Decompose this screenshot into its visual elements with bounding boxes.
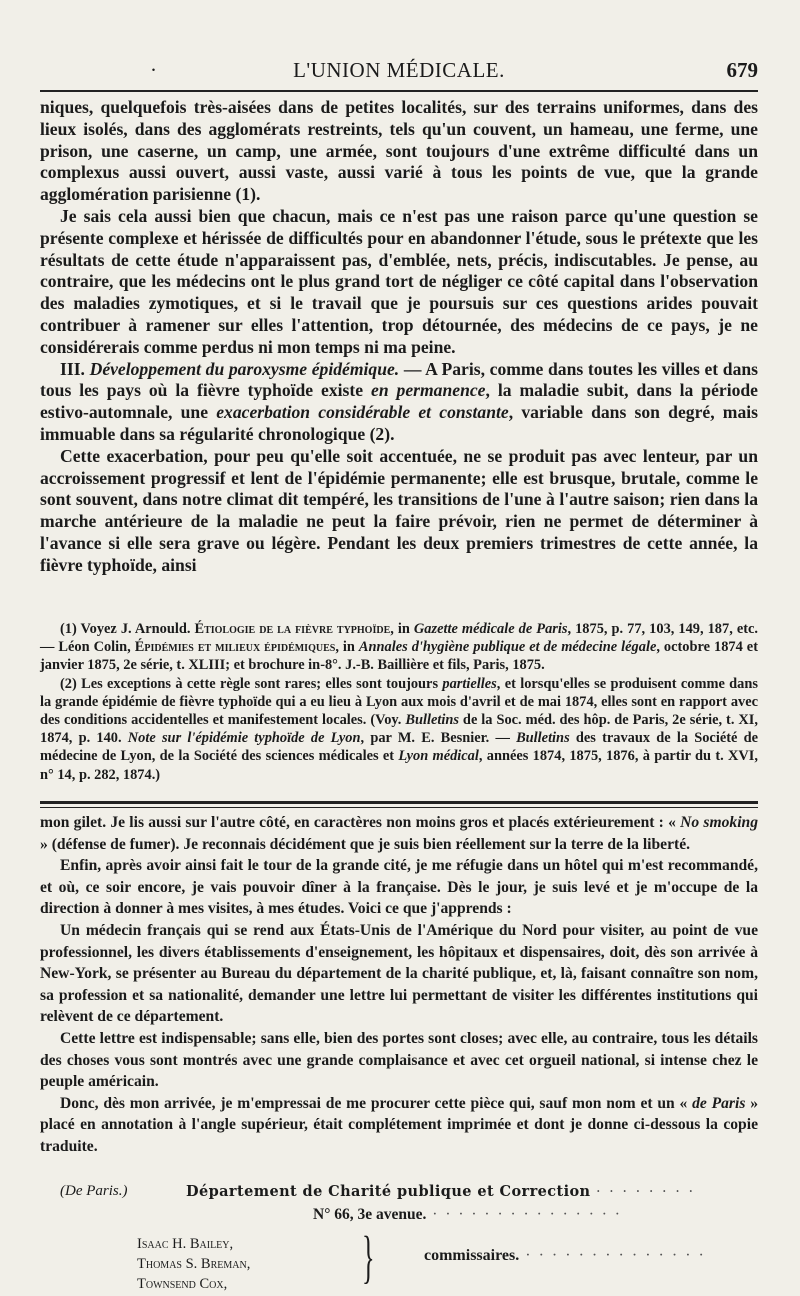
footnote-1-emphasis-2: Annales d'hygiène publique et de médecine légale [358, 639, 657, 656]
footnote-2-emphasis-2: Bulletins [405, 712, 459, 729]
commissioner-role-label: commissaires. [424, 1247, 520, 1264]
footnote-1 [40, 620, 758, 675]
paragraph-3-text-c: , variable dans son degré, mais immuable dans sa régularité chronologique (2). [40, 402, 758, 444]
footnote-1-text-d: , in [335, 639, 359, 656]
feuilleton-paragraph-3: Un médecin français qui se rend aux États-Unis de l'Amérique du Nord pour visiter, au point de vue professionnel, les divers établissements d'enseignement, les hôpitaux et dispensaires, doit, dès son arrivée à New-York, se présenter au Bureau du département de la charité publique, et, là, faisant connaître son nom, sa profession et sa nationalité, demander une lettre lui permettant de visiter les différentes institutions qui relèvent de ce département. [40, 921, 758, 1026]
commissioner-names [137, 1234, 250, 1294]
header-rule [40, 90, 758, 92]
footnote-1-smallcaps-1: Étiologie de la fièvre typhoïde [194, 621, 391, 637]
article-body [40, 97, 758, 577]
footnote-2-emphasis-1: partielles [442, 675, 497, 692]
feuilleton-paragraph-5-emphasis: de Paris [692, 1094, 746, 1112]
feuilleton-paragraph-5-text-b: » placé en annotation à l'angle supérieur, était complétement imprimée et dont je donne ci-dessous la copie traduite. [40, 1094, 758, 1155]
footnote-2-emphasis-3: Note sur l'épidémie typhoïde de Lyon [127, 730, 361, 747]
feuilleton-paragraph-1-text-b: » (défense de fumer). Je reconnais décidément que je suis bien réellement sur la terre de la liberté. [40, 835, 691, 853]
footnote-2-text-a: (2) Les exceptions à cette règle sont rares; elles sont toujours [60, 675, 443, 692]
form-address-dots: · · · · · · · · · · · · · · · [426, 1206, 622, 1223]
header-dot: · [150, 58, 157, 82]
footnote-2-text-c: de la Soc. méd. des hôp. de Paris, 2e série, t. XI, 1874, p. 140. [40, 712, 758, 747]
paragraph-3-text-a: — A Paris, comme dans toutes les villes et dans tous les pays où la fièvre typhoïde existe [40, 358, 758, 401]
feuilleton-paragraph-5-text-a: Donc, dès mon arrivée, je m'empressai de me procurer cette pièce qui, sauf mon nom et un « [60, 1094, 693, 1112]
form-department [186, 1183, 695, 1200]
footnote-2-emphasis-4: Bulletins [516, 730, 570, 747]
paragraph-3 [40, 359, 758, 446]
commissioner-name: Isaac H. Bailey, [137, 1236, 234, 1252]
feuilleton-rule-thick [40, 801, 758, 804]
feuilleton-rule-thin [40, 807, 758, 808]
footnote-1-text-a: (1) Voyez J. Arnould. [60, 621, 195, 637]
footnote-1-text-b: , in [390, 621, 414, 637]
commissioner-name: Thomas S. Breman, [137, 1256, 251, 1272]
form-address-label: N° 66, 3e avenue. [313, 1206, 427, 1223]
feuilleton-paragraph-2: Enfin, après avoir ainsi fait le tour de la grande cité, je me réfugie dans un hôtel qui m'est recommandé, et où, ce soir encore, je vais pouvoir dîner à la française. Dès le jour, je suis levé et je m'occupe de la direction à donner à mes visites, à mes études. Voici ce que j'apprends : [40, 857, 758, 918]
footnote-2-text-f: , années 1874, 1875, 1876, à partir du t. XVI, n° 14, p. 282, 1874.) [40, 748, 759, 783]
footnote-2-text-e: des travaux de la Société de médecine de Lyon, de la Société des sciences médicales et [40, 730, 758, 765]
journal-title: L'UNION MÉDICALE. [293, 58, 505, 82]
footnote-2-emphasis-5: Lyon médical [398, 748, 479, 765]
form-department-dots: · · · · · · · · [595, 1184, 696, 1200]
commissioner-role-dots: · · · · · · · · · · · · · · [519, 1247, 706, 1264]
paragraph-4: Cette exacerbation, pour peu qu'elle soit accentuée, ne se produit pas avec lenteur, par un accroissement progressif et lent de l'épidémie permanente; elle est brusque, brutale, comme le sont souvent, dans notre climat dit tempéré, les transitions de l'une à l'autre saison; rien dans la marche antérieure de la maladie ne peut la faire prévoir, rien ne permet de déterminer à l'avance si elle sera grave ou légère. Pendant les deux premiers trimestres de cette année, la fièvre typhoïde, ainsi [40, 445, 758, 575]
feuilleton-paragraph-5 [40, 1093, 758, 1158]
feuilleton-paragraph-4: Cette lettre est indispensable; sans elle, bien des portes sont closes; avec elle, au contraire, tous les détails des choses vous sont montrés avec une grande complaisance et avec cet orgueil national, si intense chez le peuple américain. [40, 1029, 758, 1091]
page-header [40, 58, 758, 86]
paragraph-1: niques, quelquefois très-aisées dans de petites localités, sur des terrains uniformes, dans des lieux isolés, dans des agglomérats restreints, tels qu'un couvent, un hameau, une ferme, une prison, une caserne, un camp, une armée, sont toujours d'une extrême difficulté dans un complexus aussi ouvert, aussi vaste, aussi varié à tous les points de vue, que la grande agglomération parisienne (1). [40, 97, 758, 205]
feuilleton-paragraph-1-emphasis: No smoking [680, 814, 758, 831]
feuilleton-paragraph-1 [40, 812, 758, 855]
footnote-2 [40, 675, 758, 784]
footnote-1-text-e: , octobre 1874 et janvier 1875, 2e série, t. XLIII; et brochure in-8°. J.-B. Baillière et fils, Paris, 1875. [40, 639, 758, 674]
footnote-2-text-b: , et lorsqu'elles se produisent comme dans la grande épidémie de fièvre typhoïde qui a eu lieu à Lyon aux mois d'avril et de mai 1874, elles sont en rapport avec des conditions accidentelles et manifestement locales. (Voy. [40, 675, 758, 729]
paragraph-2: Je sais cela aussi bien que chacun, mais ce n'est pas une raison parce qu'une question se présente complexe et hérissée de difficultés pour en abandonner l'étude, sous le prétexte que les résultats de cette étude n'apparaissent pas, d'emblée, nets, précis, indiscutables. Je pense, au contraire, que les médecins ont le plus grand tort de négliger ce côté capital dans l'observation des maladies zymotiques, et si le travail que je poursuis sur ces questions arides pouvait contribuer à ramener sur elles l'attention, trop détournée, des médecins de ce pays, je ne considérerais comme perdus ni mon temps ni ma peine. [40, 205, 758, 357]
names-brace: } [362, 1224, 375, 1289]
paragraph-3-text-b: , la maladie subit, dans la période estivo-automnale, une [40, 380, 758, 423]
paragraph-3-emphasis-2: exacerbation considérable et constante [216, 402, 509, 423]
form-origin: (De Paris.) [60, 1183, 128, 1199]
feuilleton-paragraph-1-text-a: mon gilet. Je lis aussi sur l'autre côté, en caractères non moins gros et placés extérieurement : « [40, 814, 681, 831]
commissioner-role [424, 1247, 706, 1265]
footnote-1-text-c: , 1875, p. 77, 103, 149, 187, etc. — Léon Colin, [40, 621, 758, 656]
footnote-2-text-d: , par M. E. Besnier. — [360, 730, 517, 747]
section-title: Développement du paroxysme épidémique. [89, 358, 400, 379]
footnote-1-emphasis-1: Gazette médicale de Paris [413, 621, 568, 637]
page-number: 679 [726, 58, 758, 82]
footnote-1-smallcaps-2: Épidémies et milieux épidémiques [134, 639, 336, 656]
section-number: III. [60, 358, 85, 379]
footnotes [40, 620, 758, 784]
form-department-label: Département de Charité publique et Correction [186, 1183, 591, 1200]
paragraph-3-emphasis-1: en permanence [371, 380, 486, 401]
feuilleton-body [40, 812, 758, 1158]
form-address [313, 1206, 622, 1224]
commissioner-name: Townsend Cox, [137, 1276, 228, 1292]
